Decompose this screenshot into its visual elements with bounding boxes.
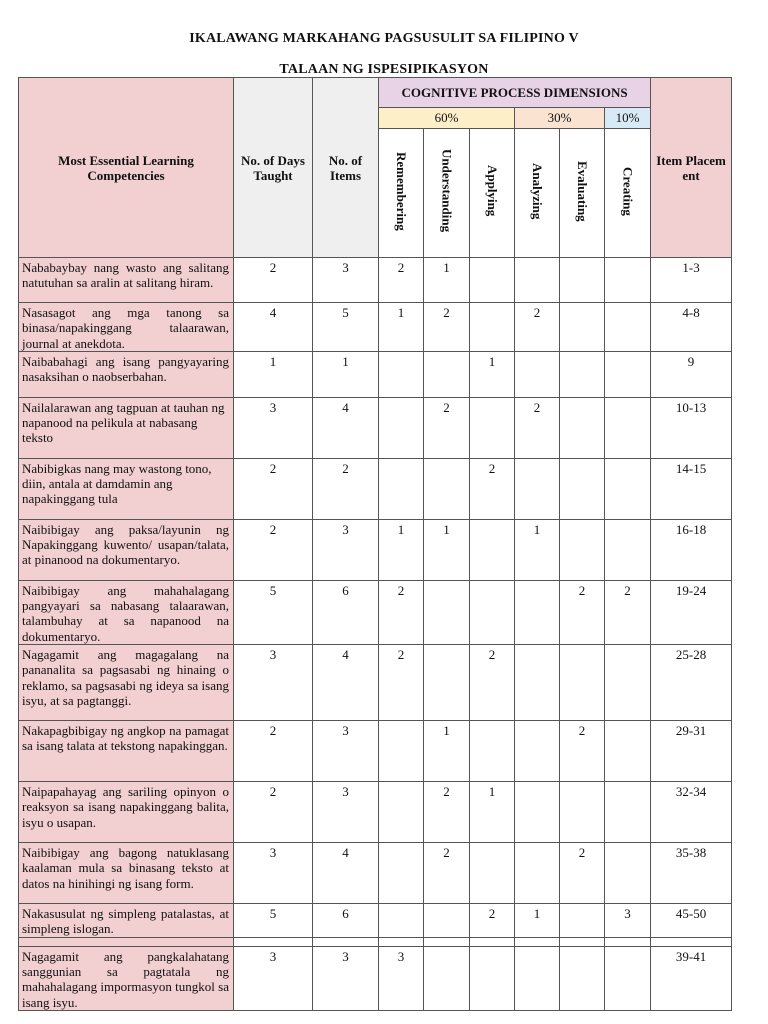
evaluating-cell [560, 904, 605, 938]
evaluating-cell [560, 258, 605, 303]
remembering-cell: 2 [379, 258, 424, 303]
days-cell: 3 [234, 843, 313, 904]
analyzing-cell [515, 843, 560, 904]
header-remembering: Remembering [379, 129, 424, 258]
table-row [19, 645, 732, 721]
applying-cell: 2 [470, 645, 515, 721]
applying-cell: 2 [470, 904, 515, 938]
days-cell: 4 [234, 303, 313, 352]
table-row [19, 782, 732, 843]
placement-cell: 4-8 [651, 303, 732, 352]
creating-cell [605, 782, 651, 843]
table-row [19, 397, 732, 458]
creating-cell [605, 303, 651, 352]
items-cell: 3 [313, 721, 379, 782]
header-applying: Applying [470, 129, 515, 258]
remembering-cell: 1 [379, 303, 424, 352]
remembering-cell: 2 [379, 645, 424, 721]
creating-cell [605, 519, 651, 580]
creating-cell [605, 645, 651, 721]
creating-cell: 3 [605, 904, 651, 938]
creating-cell [605, 351, 651, 397]
table-row [19, 303, 732, 352]
competency-cell: Nailalarawan ang tagpuan at tauhan ng napanood na pelikula at nabasang teksto [19, 397, 234, 458]
items-cell: 3 [313, 946, 379, 1010]
header-pct-10: 10% [605, 108, 651, 129]
analyzing-cell [515, 946, 560, 1010]
items-cell: 4 [313, 645, 379, 721]
remembering-cell [379, 721, 424, 782]
placement-cell: 32-34 [651, 782, 732, 843]
competency-cell: Naibibigay ang bagong natuklasang kaalaman mula sa binasang teksto at datos na hinihingi ng isang form. [19, 843, 234, 904]
days-cell: 3 [234, 645, 313, 721]
understanding-cell: 2 [424, 397, 470, 458]
items-cell: 6 [313, 580, 379, 644]
competency-cell: Nakasusulat ng simpleng patalastas, at simpleng islogan. [19, 904, 234, 938]
items-cell: 3 [313, 519, 379, 580]
competency-cell: Nagagamit ang pangkalahatang sanggunian sa pagtatala ng mahahalagang impormasyon tungkol sa isang isyu. [19, 946, 234, 1010]
understanding-cell [424, 904, 470, 938]
evaluating-cell: 2 [560, 843, 605, 904]
analyzing-cell [515, 351, 560, 397]
evaluating-cell [560, 645, 605, 721]
table-row [19, 580, 732, 644]
days-cell: 2 [234, 458, 313, 519]
applying-cell [470, 721, 515, 782]
placement-cell: 45-50 [651, 904, 732, 938]
items-cell: 6 [313, 904, 379, 938]
placement-cell: 10-13 [651, 397, 732, 458]
placement-cell: 25-28 [651, 645, 732, 721]
creating-cell: 2 [605, 580, 651, 644]
competency-cell: Naibibigay ang mahahalagang pangyayari sa nabasang talaarawan, talambuhay at sa napanood na dokumentaryo. [19, 580, 234, 644]
days-cell: 5 [234, 904, 313, 938]
header-days-taught: No. of Days Taught [234, 78, 313, 258]
table-row [19, 721, 732, 782]
remembering-cell [379, 904, 424, 938]
evaluating-cell [560, 946, 605, 1010]
table-row [19, 843, 732, 904]
header-competencies: Most Essential Learning Competencies [19, 78, 234, 258]
understanding-cell: 1 [424, 258, 470, 303]
competency-cell: Naipapahayag ang sariling opinyon o reaksyon sa isang napakinggang balita, isyu o usapan. [19, 782, 234, 843]
header-analyzing: Analyzing [515, 129, 560, 258]
placement-cell: 39-41 [651, 946, 732, 1010]
header-cognitive-dimensions: COGNITIVE PROCESS DIMENSIONS [379, 78, 651, 108]
remembering-cell [379, 843, 424, 904]
items-cell: 4 [313, 397, 379, 458]
header-pct-30: 30% [515, 108, 605, 129]
analyzing-cell: 2 [515, 303, 560, 352]
analyzing-cell [515, 645, 560, 721]
items-cell: 4 [313, 843, 379, 904]
days-cell: 2 [234, 519, 313, 580]
specification-table [18, 77, 732, 1011]
analyzing-cell: 1 [515, 904, 560, 938]
competency-cell: Nabibigkas nang may wastong tono, diin, antala at damdamin ang napakinggang tula [19, 458, 234, 519]
document-subtitle: TALAAN NG ISPESIPIKASYON [279, 62, 489, 77]
creating-cell [605, 721, 651, 782]
remembering-cell [379, 351, 424, 397]
items-cell: 1 [313, 351, 379, 397]
header-evaluating: Evaluating [560, 129, 605, 258]
remembering-cell [379, 397, 424, 458]
creating-cell [605, 946, 651, 1010]
days-cell: 3 [234, 397, 313, 458]
analyzing-cell: 2 [515, 397, 560, 458]
competency-cell: Naibabahagi ang isang pangyayaring nasaksihan o naobserbahan. [19, 351, 234, 397]
evaluating-cell [560, 351, 605, 397]
creating-cell [605, 397, 651, 458]
days-cell: 3 [234, 946, 313, 1010]
evaluating-cell [560, 519, 605, 580]
understanding-cell [424, 645, 470, 721]
table-row [19, 519, 732, 580]
understanding-cell: 2 [424, 843, 470, 904]
applying-cell [470, 258, 515, 303]
competency-cell: Nasasagot ang mga tanong sa binasa/napakinggang talaarawan, journal at anekdota. [19, 303, 234, 352]
table-spacer-row [19, 937, 732, 946]
placement-cell: 14-15 [651, 458, 732, 519]
document-title: IKALAWANG MARKAHANG PAGSUSULIT SA FILIPINO V [189, 31, 579, 46]
placement-cell: 29-31 [651, 721, 732, 782]
applying-cell [470, 580, 515, 644]
placement-cell: 35-38 [651, 843, 732, 904]
understanding-cell: 2 [424, 303, 470, 352]
competency-cell: Nagagamit ang magagalang na pananalita sa pagsasabi ng hinaing o reklamo, sa pagsasabi ng ideya sa isang isyu, at sa pagtanggi. [19, 645, 234, 721]
evaluating-cell [560, 303, 605, 352]
table-row [19, 351, 732, 397]
placement-cell: 1-3 [651, 258, 732, 303]
days-cell: 2 [234, 258, 313, 303]
evaluating-cell [560, 397, 605, 458]
analyzing-cell [515, 721, 560, 782]
days-cell: 2 [234, 782, 313, 843]
placement-cell: 9 [651, 351, 732, 397]
understanding-cell: 1 [424, 519, 470, 580]
remembering-cell: 1 [379, 519, 424, 580]
competency-cell: Naibibigay ang paksa/layunin ng Napakinggang kuwento/ usapan/talata, at pinanood na dokumentaryo. [19, 519, 234, 580]
analyzing-cell [515, 782, 560, 843]
understanding-cell: 1 [424, 721, 470, 782]
items-cell: 5 [313, 303, 379, 352]
items-cell: 2 [313, 458, 379, 519]
competency-cell: Nababaybay nang wasto ang salitang natutuhan sa aralin at salitang hiram. [19, 258, 234, 303]
creating-cell [605, 458, 651, 519]
evaluating-cell [560, 458, 605, 519]
header-item-placement: Item Placem ent [651, 78, 732, 258]
header-understanding: Understanding [424, 129, 470, 258]
applying-cell [470, 843, 515, 904]
remembering-cell: 3 [379, 946, 424, 1010]
understanding-cell [424, 946, 470, 1010]
items-cell: 3 [313, 258, 379, 303]
creating-cell [605, 843, 651, 904]
applying-cell: 2 [470, 458, 515, 519]
header-creating: Creating [605, 129, 651, 258]
applying-cell [470, 519, 515, 580]
header-pct-60: 60% [379, 108, 515, 129]
table-row [19, 258, 732, 303]
table-row [19, 904, 732, 938]
understanding-cell: 2 [424, 782, 470, 843]
placement-cell: 19-24 [651, 580, 732, 644]
applying-cell [470, 397, 515, 458]
remembering-cell: 2 [379, 580, 424, 644]
evaluating-cell: 2 [560, 721, 605, 782]
remembering-cell [379, 782, 424, 843]
days-cell: 2 [234, 721, 313, 782]
placement-cell: 16-18 [651, 519, 732, 580]
evaluating-cell [560, 782, 605, 843]
analyzing-cell: 1 [515, 519, 560, 580]
evaluating-cell: 2 [560, 580, 605, 644]
applying-cell [470, 303, 515, 352]
creating-cell [605, 258, 651, 303]
understanding-cell [424, 458, 470, 519]
analyzing-cell [515, 458, 560, 519]
remembering-cell [379, 458, 424, 519]
applying-cell: 1 [470, 351, 515, 397]
competency-cell: Nakapagbibigay ng angkop na pamagat sa isang talata at tekstong napakinggan. [19, 721, 234, 782]
days-cell: 1 [234, 351, 313, 397]
analyzing-cell [515, 580, 560, 644]
applying-cell [470, 946, 515, 1010]
header-no-of-items: No. of Items [313, 78, 379, 258]
items-cell: 3 [313, 782, 379, 843]
applying-cell: 1 [470, 782, 515, 843]
table-row [19, 458, 732, 519]
understanding-cell [424, 580, 470, 644]
analyzing-cell [515, 258, 560, 303]
understanding-cell [424, 351, 470, 397]
days-cell: 5 [234, 580, 313, 644]
table-row [19, 946, 732, 1010]
